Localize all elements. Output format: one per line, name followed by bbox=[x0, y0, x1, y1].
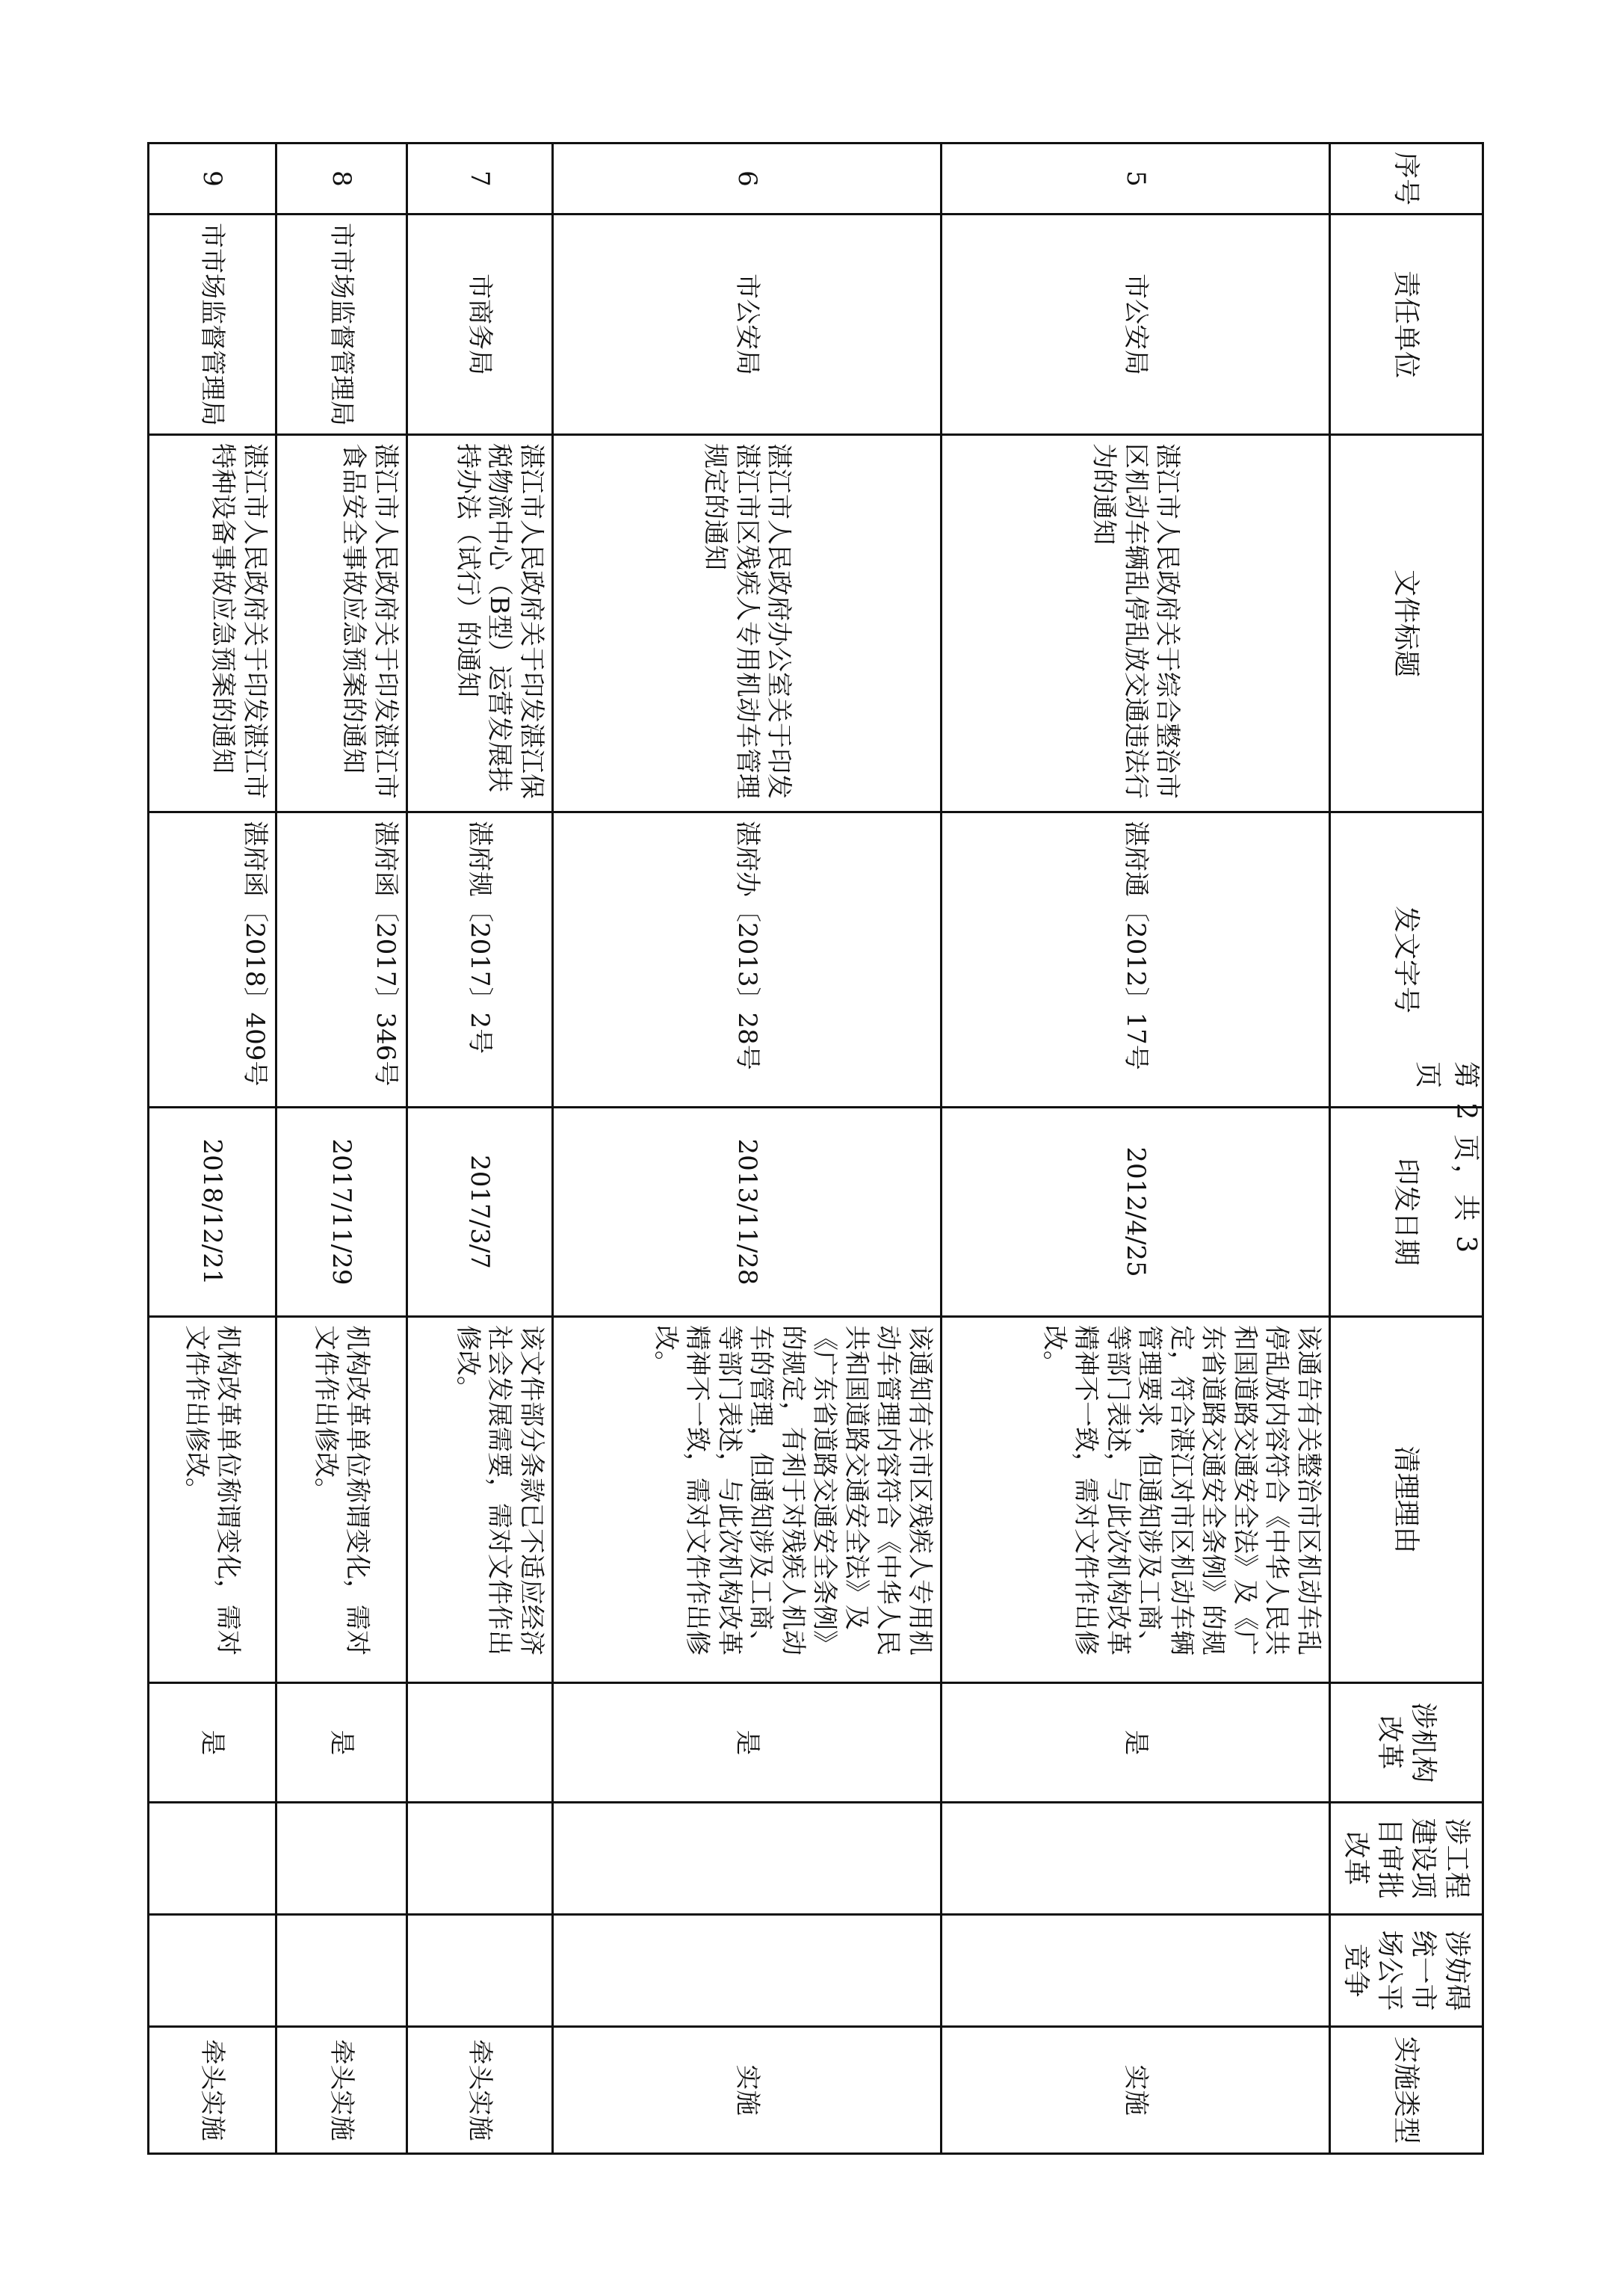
cell-date: 2017/3/7 bbox=[407, 1108, 553, 1317]
cell-market bbox=[407, 1915, 553, 2027]
cell-inst: 是 bbox=[149, 1683, 276, 1803]
header-unit: 责任单位 bbox=[1330, 215, 1483, 435]
cell-reason: 机构改革单位称谓变化，需对文件作出修改。 bbox=[149, 1317, 276, 1683]
cell-eng bbox=[553, 1803, 942, 1915]
cell-inst: 是 bbox=[942, 1683, 1330, 1803]
cell-reason: 该通告有关整治市区机动车乱停乱放内容符合《中华人民共和国道路交通安全法》及《广东省道路交通安全条例》的规定，符合湛江对市区机动车辆管理要求，但通知涉及工商、等部门表述，与此次机构改革精神不一致，需对文件作出修改。 bbox=[942, 1317, 1330, 1683]
cell-unit: 市市场监督管理局 bbox=[149, 215, 276, 435]
cell-docno: 湛府办〔2013〕28号 bbox=[553, 812, 942, 1108]
table-row bbox=[276, 144, 407, 2154]
cell-reason: 该通知有关市区残疾人专用机动车管理内容符合《中华人民共和国道路交通安全法》及《广东省道路交通安全条例》的规定，有利于对残疾人机动车的管理，但通知涉及工商、等部门表述，与此次机构改革精神不一致，需对文件作出修改。 bbox=[553, 1317, 942, 1683]
header-market: 涉妨碍统一市场公平竞争 bbox=[1330, 1915, 1483, 2027]
cell-title: 湛江市人民政府关于印发湛江市食品安全事故应急预案的通知 bbox=[276, 435, 407, 812]
cell-market bbox=[276, 1915, 407, 2027]
header-reason: 清理理由 bbox=[1330, 1317, 1483, 1683]
cell-docno: 湛府函〔2018〕409号 bbox=[149, 812, 276, 1108]
cell-title: 湛江市人民政府关于印发湛江市特种设备事故应急预案的通知 bbox=[149, 435, 276, 812]
document-table bbox=[147, 142, 1484, 2155]
cell-seq: 9 bbox=[149, 144, 276, 215]
cell-type: 牵头实施 bbox=[276, 2027, 407, 2154]
cell-date: 2012/4/25 bbox=[942, 1108, 1330, 1317]
cell-eng bbox=[407, 1803, 553, 1915]
cell-docno: 湛府通〔2012〕17号 bbox=[942, 812, 1330, 1108]
cell-title: 湛江市人民政府关于综合整治市区机动车辆乱停乱放交通违法行为的通知 bbox=[942, 435, 1330, 812]
cell-unit: 市市场监督管理局 bbox=[276, 215, 407, 435]
cell-inst: 是 bbox=[553, 1683, 942, 1803]
table-row bbox=[553, 144, 942, 2154]
header-seq: 序号 bbox=[1330, 144, 1483, 215]
cell-date: 2018/12/21 bbox=[149, 1108, 276, 1317]
cell-seq: 6 bbox=[553, 144, 942, 215]
table-row bbox=[942, 144, 1330, 2154]
table-row bbox=[407, 144, 553, 2154]
cell-seq: 5 bbox=[942, 144, 1330, 215]
table-row bbox=[149, 144, 276, 2154]
cell-type: 实施 bbox=[942, 2027, 1330, 2154]
cell-unit: 市公安局 bbox=[553, 215, 942, 435]
cell-date: 2017/11/29 bbox=[276, 1108, 407, 1317]
cell-unit: 市公安局 bbox=[942, 215, 1330, 435]
header-inst: 涉机构改革 bbox=[1330, 1683, 1483, 1803]
cell-market bbox=[942, 1915, 1330, 2027]
cell-inst: 是 bbox=[276, 1683, 407, 1803]
page-footer: 第 2 页，共 3 页 bbox=[1412, 1061, 1481, 1256]
cell-unit: 市商务局 bbox=[407, 215, 553, 435]
header-title: 文件标题 bbox=[1330, 435, 1483, 812]
cell-reason: 该文件部分条款已不适应经济社会发展需要，需对文件作出修改。 bbox=[407, 1317, 553, 1683]
cell-title: 湛江市人民政府关于印发湛江保税物流中心（B型）运营发展扶持办法（试行）的通知 bbox=[407, 435, 553, 812]
cell-eng bbox=[276, 1803, 407, 1915]
cell-eng bbox=[149, 1803, 276, 1915]
rotated-table-wrapper bbox=[149, 142, 1484, 2152]
cell-market bbox=[553, 1915, 942, 2027]
cell-date: 2013/11/28 bbox=[553, 1108, 942, 1317]
header-date: 印发日期 bbox=[1330, 1108, 1483, 1317]
cell-market bbox=[149, 1915, 276, 2027]
cell-docno: 湛府规〔2017〕2号 bbox=[407, 812, 553, 1108]
cell-type: 实施 bbox=[553, 2027, 942, 2154]
cell-type: 牵头实施 bbox=[407, 2027, 553, 2154]
cell-seq: 7 bbox=[407, 144, 553, 215]
cell-seq: 8 bbox=[276, 144, 407, 215]
cell-inst bbox=[407, 1683, 553, 1803]
cell-docno: 湛府函〔2017〕346号 bbox=[276, 812, 407, 1108]
header-docno: 发文字号 bbox=[1330, 812, 1483, 1108]
header-type: 实施类型 bbox=[1330, 2027, 1483, 2154]
cell-eng bbox=[942, 1803, 1330, 1915]
header-eng: 涉工程建设项目审批改革 bbox=[1330, 1803, 1483, 1915]
cell-type: 牵头实施 bbox=[149, 2027, 276, 2154]
cell-title: 湛江市人民政府办公室关于印发湛江市区残疾人专用机动车管理规定的通知 bbox=[553, 435, 942, 812]
cell-reason: 机构改革单位称谓变化，需对文件作出修改。 bbox=[276, 1317, 407, 1683]
